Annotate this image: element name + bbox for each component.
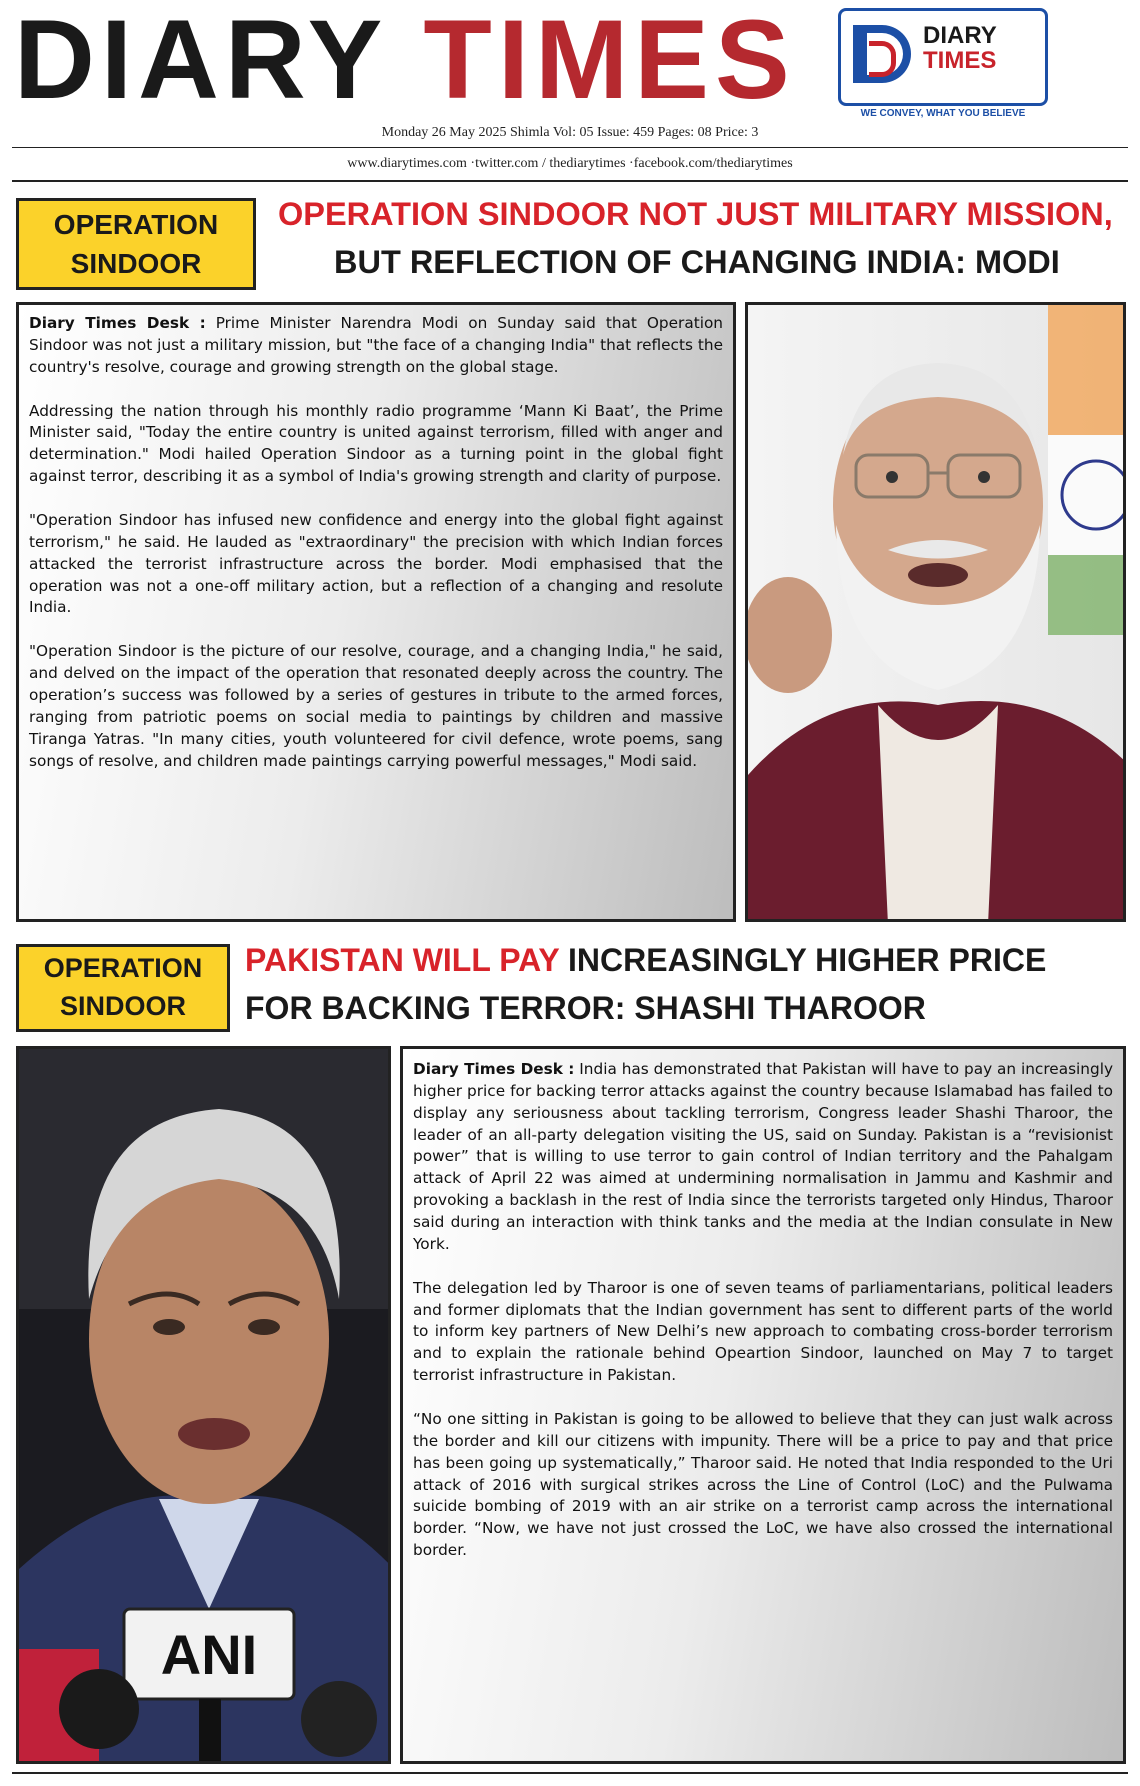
portrait-illustration xyxy=(19,1049,391,1764)
article-paragraph: “No one sitting in Pakistan is going to be allowed to believe that they can just walk across the border and kill our citizens with impunity. There will be a price to pay and that price has been going up systematically,” Tharoor said. He noted that India responded to the Uri attack of 2016 with surgical strikes across the Line of Control (LoC) and the Pulwama suicide bombing of 2019 with an air strike on a terrorist camp across the international border. “Now, we have not just crossed the LoC, we have also crossed the international border. xyxy=(413,1410,1113,1560)
brand-logo xyxy=(838,8,1048,106)
tharoor-photo xyxy=(16,1046,391,1764)
headline-line1 xyxy=(245,942,1046,979)
ani-mic-label: ANI xyxy=(160,1623,258,1686)
article-body xyxy=(400,1046,1126,1764)
article-paragraph: "Operation Sindoor has infused new confidence and energy into the global fight against terrorism," he said. He lauded as "extraordinary" the precision with which Indian forces attacked the terrorist infrastructure across the border. Modi emphasised that the operation was not a one-off military action, but a reflection of a changing and resolute India. xyxy=(29,511,723,617)
section-tag-line1: OPERATION xyxy=(43,953,203,984)
article-paragraph: Addressing the nation through his monthly radio programme ‘Mann Ki Baat’, the Prime Minister said, "Today the entire country is united against terrorism, filled with anger and determination." Modi hailed Operation Sindoor as a turning point in the global fight against terror, describing it as a symbol of India's growing strength and clarity of purpose. xyxy=(29,401,723,486)
portrait-illustration xyxy=(748,305,1126,922)
paragraph-text: India has demonstrated that Pakistan will have to pay an increasingly higher price for backing terror attacks against the country because Islamabad has failed to display any seriousness about tackling terrorism, Congress leader Shashi Tharoor, the leader of an all-party delegation visiting the US, said on Sunday. Pakistan is a “revisionist power” that is willing to use terror to gain control of Indian territory and the Pahalgam attack of April 22 was aimed at undermining normalisation in Jammu and Kashmir and provoking a backlash in the rest of India since the terrorists targeted only Hindus, Tharoor said during an interaction with think tanks and the media at the Indian consulate in New York. xyxy=(413,1060,1113,1253)
divider xyxy=(12,147,1128,148)
byline: Diary Times Desk : xyxy=(413,1060,575,1078)
headline-line1-rest: INCREASINGLY HIGHER PRICE xyxy=(559,942,1047,978)
modi-photo xyxy=(745,302,1126,922)
web-links: www.diarytimes.com ·twitter.com / thediarytimes ·facebook.com/thediarytimes xyxy=(347,156,793,171)
headline-highlight: PAKISTAN WILL PAY xyxy=(245,942,560,978)
title-word-times: TIMES xyxy=(423,0,796,122)
logo-text-diary: DIARY xyxy=(923,22,997,49)
article-paragraph xyxy=(29,313,723,379)
headline-line2: FOR BACKING TERROR: SHASHI THAROOR xyxy=(245,990,926,1026)
headline-line2: BUT REFLECTION OF CHANGING INDIA: MODI xyxy=(334,244,1060,280)
article-body xyxy=(16,302,736,922)
divider xyxy=(12,1772,1128,1774)
section-tag-line1: OPERATION xyxy=(53,208,219,240)
divider xyxy=(12,180,1128,182)
section-tag-line2: SINDOOR xyxy=(59,991,186,1021)
logo-text-times: TIMES xyxy=(923,47,997,75)
section-tag xyxy=(16,944,230,1032)
masthead xyxy=(0,0,1140,130)
logo-d-icon xyxy=(853,25,911,83)
title-word-diary: DIARY xyxy=(14,0,387,122)
article-paragraph: The delegation led by Tharoor is one of seven teams of parliamentarians, political leaders and former diplomats that the Indian government has sent to different parts of the world to inform key partners of New Delhi’s new approach to combating cross-border terrorism and to explain the rationale behind Opeartion Sindoor, launched on May 7 to target terrorist infrastructure in Pakistan. xyxy=(413,1278,1113,1385)
section-tag-line2: SINDOOR xyxy=(70,248,202,279)
byline: Diary Times Desk : xyxy=(29,314,206,332)
logo-text xyxy=(923,23,997,73)
newspaper-title xyxy=(14,0,796,122)
issue-info: Monday 26 May 2025 Shimla Vol: 05 Issue: 459 Pages: 08 Price: 3 xyxy=(381,125,759,140)
section-tag xyxy=(16,198,256,290)
article-paragraph: "Operation Sindoor is the picture of our resolve, courage, and a changing India," he said, and delved on the impact of the operation that resonated deeply across the country. The operation’s success was followed by a series of gestures in tribute to the armed forces, ranging from patriotic poems on social media to paintings by children and massive Tiranga Yatras. "In many cities, youth volunteered for civil defence, wrote poems, sang songs of resolve, and children made paintings carrying powerful messages," Modi said. xyxy=(29,642,723,770)
article-paragraph xyxy=(413,1059,1113,1256)
headline-line1: OPERATION SINDOOR NOT JUST MILITARY MISSION, xyxy=(278,196,1113,232)
paragraph-text: Prime Minister Narendra Modi on Sunday said that Operation Sindoor was not just a military mission, but "the face of a changing India" that reflects the country's resolve, courage and growing strength on the global stage. xyxy=(29,314,723,376)
logo-tagline: WE CONVEY, WHAT YOU BELIEVE xyxy=(860,108,1026,119)
